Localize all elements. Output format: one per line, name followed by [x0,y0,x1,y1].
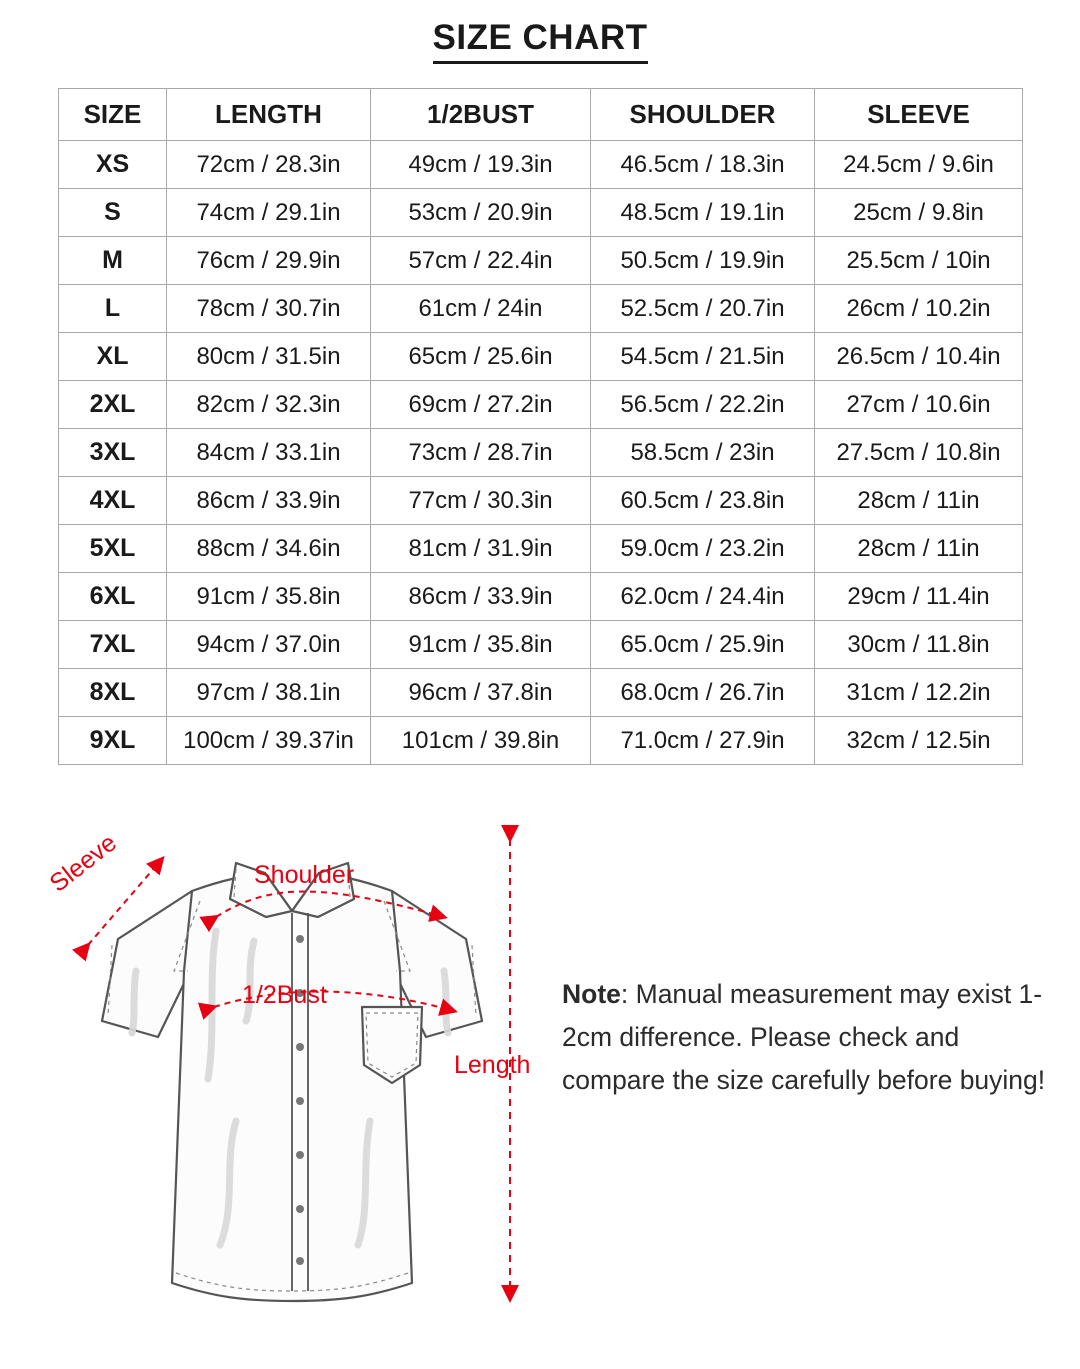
cell-sleeve: 28cm / 11in [815,477,1023,525]
cell-length: 88cm / 34.6in [167,525,371,573]
cell-sleeve: 29cm / 11.4in [815,573,1023,621]
table-row [59,525,1023,573]
cell-shoulder: 56.5cm / 22.2in [591,381,815,429]
table-row [59,429,1023,477]
cell-length: 97cm / 38.1in [167,669,371,717]
table-row [59,381,1023,429]
cell-shoulder: 50.5cm / 19.9in [591,237,815,285]
svg-text:Length: Length [454,1051,531,1079]
table-row [59,573,1023,621]
cell-shoulder: 65.0cm / 25.9in [591,621,815,669]
cell-half-bust: 81cm / 31.9in [371,525,591,573]
cell-length: 86cm / 33.9in [167,477,371,525]
size-chart-table [58,88,1023,765]
cell-half-bust: 73cm / 28.7in [371,429,591,477]
column-header-size: SIZE [59,89,167,141]
cell-half-bust: 101cm / 39.8in [371,717,591,765]
cell-sleeve: 32cm / 12.5in [815,717,1023,765]
cell-size: XS [59,141,167,189]
cell-shoulder: 60.5cm / 23.8in [591,477,815,525]
cell-half-bust: 86cm / 33.9in [371,573,591,621]
cell-sleeve: 30cm / 11.8in [815,621,1023,669]
svg-text:Shoulder: Shoulder [254,861,355,889]
cell-shoulder: 54.5cm / 21.5in [591,333,815,381]
note-text: : Manual measurement may exist 1-2cm difference. Please check and compare the size carefully before buying! [562,979,1046,1095]
table-header [59,89,1023,141]
cell-size: L [59,285,167,333]
size-chart-table-container [58,88,1022,765]
cell-shoulder: 48.5cm / 19.1in [591,189,815,237]
column-header-length: LENGTH [167,89,371,141]
cell-size: 7XL [59,621,167,669]
cell-sleeve: 31cm / 12.2in [815,669,1023,717]
cell-sleeve: 26cm / 10.2in [815,285,1023,333]
cell-length: 80cm / 31.5in [167,333,371,381]
cell-sleeve: 28cm / 11in [815,525,1023,573]
measurement-diagram-section [0,821,1080,1361]
table-row [59,669,1023,717]
cell-half-bust: 49cm / 19.3in [371,141,591,189]
cell-shoulder: 68.0cm / 26.7in [591,669,815,717]
cell-size: XL [59,333,167,381]
cell-length: 91cm / 35.8in [167,573,371,621]
svg-text:1/2Bust: 1/2Bust [242,981,327,1009]
cell-sleeve: 27cm / 10.6in [815,381,1023,429]
cell-shoulder: 71.0cm / 27.9in [591,717,815,765]
cell-shoulder: 52.5cm / 20.7in [591,285,815,333]
cell-length: 100cm / 39.37in [167,717,371,765]
cell-half-bust: 61cm / 24in [371,285,591,333]
table-header-row [59,89,1023,141]
cell-size: 3XL [59,429,167,477]
note-prefix: Note [562,979,621,1009]
table-row [59,621,1023,669]
cell-size: 5XL [59,525,167,573]
cell-half-bust: 77cm / 30.3in [371,477,591,525]
cell-sleeve: 26.5cm / 10.4in [815,333,1023,381]
column-header-half-bust: 1/2BUST [371,89,591,141]
cell-length: 82cm / 32.3in [167,381,371,429]
cell-size: 4XL [59,477,167,525]
page-title-container [0,0,1080,64]
cell-size: M [59,237,167,285]
cell-half-bust: 57cm / 22.4in [371,237,591,285]
cell-shoulder: 58.5cm / 23in [591,429,815,477]
cell-half-bust: 65cm / 25.6in [371,333,591,381]
cell-size: 9XL [59,717,167,765]
table-row [59,189,1023,237]
table-row [59,717,1023,765]
page-title: SIZE CHART [433,18,648,64]
cell-length: 72cm / 28.3in [167,141,371,189]
svg-text:Sleeve: Sleeve [44,828,122,898]
cell-shoulder: 59.0cm / 23.2in [591,525,815,573]
cell-half-bust: 91cm / 35.8in [371,621,591,669]
table-row [59,477,1023,525]
table-body [59,141,1023,765]
cell-size: 6XL [59,573,167,621]
column-header-sleeve: SLEEVE [815,89,1023,141]
table-row [59,285,1023,333]
table-row [59,141,1023,189]
column-header-shoulder: SHOULDER [591,89,815,141]
cell-size: S [59,189,167,237]
cell-shoulder: 62.0cm / 24.4in [591,573,815,621]
cell-length: 84cm / 33.1in [167,429,371,477]
cell-half-bust: 69cm / 27.2in [371,381,591,429]
cell-length: 94cm / 37.0in [167,621,371,669]
cell-sleeve: 24.5cm / 9.6in [815,141,1023,189]
cell-sleeve: 25.5cm / 10in [815,237,1023,285]
measurement-note [562,973,1052,1102]
table-row [59,333,1023,381]
cell-length: 74cm / 29.1in [167,189,371,237]
table-row [59,237,1023,285]
cell-length: 76cm / 29.9in [167,237,371,285]
cell-half-bust: 96cm / 37.8in [371,669,591,717]
shirt-diagram [40,821,560,1341]
cell-size: 2XL [59,381,167,429]
cell-sleeve: 25cm / 9.8in [815,189,1023,237]
cell-size: 8XL [59,669,167,717]
cell-sleeve: 27.5cm / 10.8in [815,429,1023,477]
cell-half-bust: 53cm / 20.9in [371,189,591,237]
cell-shoulder: 46.5cm / 18.3in [591,141,815,189]
cell-length: 78cm / 30.7in [167,285,371,333]
